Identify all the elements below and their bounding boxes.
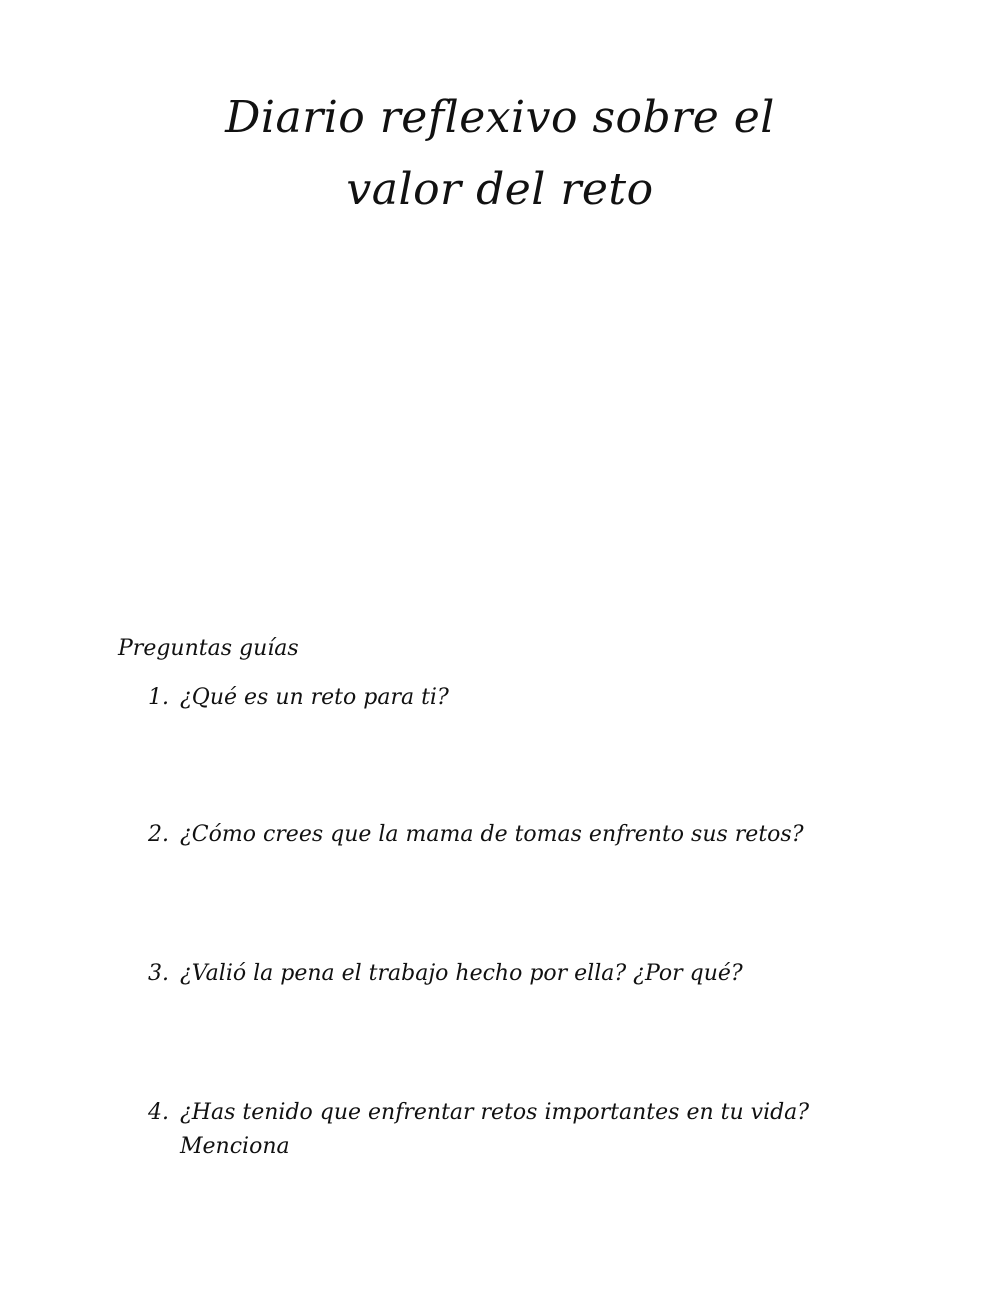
question-text: ¿Cómo crees que la mama de tomas enfrento sus retos? [180,822,804,847]
guide-questions-heading: Preguntas guías [118,636,299,661]
title-line-1: Diario reflexivo sobre el [225,92,775,143]
question-number: 3. [148,961,169,986]
question-item-3 [148,957,868,991]
question-item-2 [148,818,868,852]
question-text: ¿Qué es un reto para ti? [180,685,449,710]
question-number: 4. [148,1100,169,1125]
question-text: ¿Valió la pena el trabajo hecho por ella? ¿Por qué? [180,961,743,986]
question-item-1 [148,681,868,715]
question-number: 2. [148,822,169,847]
question-item-4 [148,1096,868,1164]
page-title [150,82,850,226]
question-number: 1. [148,685,169,710]
title-line-2: valor del reto [346,164,654,215]
question-text: ¿Has tenido que enfrentar retos importantes en tu vida? Menciona [180,1100,810,1159]
